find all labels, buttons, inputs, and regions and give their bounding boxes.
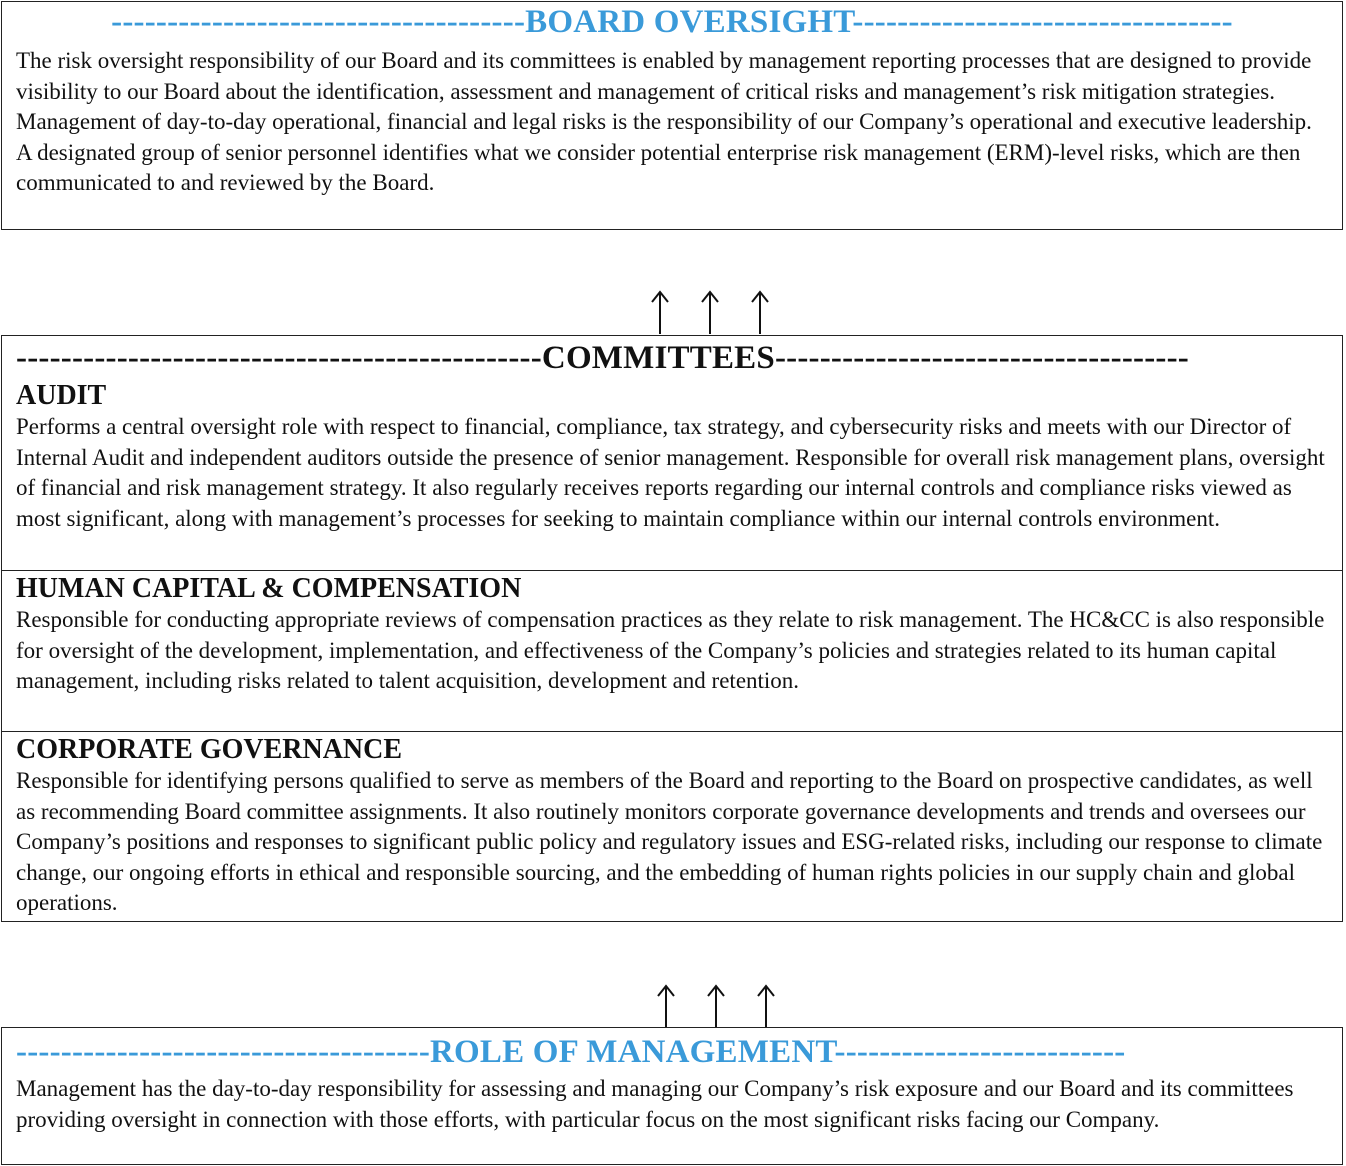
committee-heading: AUDIT bbox=[16, 380, 107, 411]
role-of-management-text: Management has the day-to-day responsibility for assessing and managing our Company’s risk exposure and our Board and its committees providing oversight in connection with those efforts, with particular focus on the most significant risks facing our Company. bbox=[16, 1076, 1294, 1132]
arrows-committees-to-board bbox=[649, 290, 771, 334]
arrow-up-icon bbox=[655, 984, 677, 1028]
title-dashes-left: ------------------------------------- bbox=[16, 1034, 431, 1070]
committee-text: Performs a central oversight role with respect to financial, compliance, tax strategy, and cybersecurity risks and meets with our Director of Internal Audit and independent auditors outside the presence of senior management. Responsible for overall risk management plans, oversight of financial and risk management strategy. It also regularly receives reports regarding our internal controls and compliance risks viewed as most significant, along with management’s processes for seeking to maintain compliance within our internal controls environment. bbox=[16, 414, 1325, 531]
arrows-management-to-committees bbox=[655, 984, 777, 1028]
committee-heading: CORPORATE GOVERNANCE bbox=[16, 734, 403, 765]
committees-heading: COMMITTEES bbox=[541, 340, 775, 376]
committee-heading: HUMAN CAPITAL & COMPENSATION bbox=[16, 573, 522, 604]
committee-section-audit bbox=[2, 378, 1342, 570]
committee-text: Responsible for conducting appropriate reviews of compensation practices as they relate to risk management. The HC&CC is also responsible for oversight of the development, implementation, and effectiveness of the Company’s policies and strategies related to its human capital management, including risks related to talent acquisition, development and retention. bbox=[16, 607, 1325, 694]
role-of-management-box bbox=[1, 1027, 1343, 1165]
title-dashes-right: ------------------------------------- bbox=[774, 340, 1189, 376]
title-dashes-right: ---------------------------------- bbox=[852, 4, 1233, 40]
committee-section-corporate-governance bbox=[2, 731, 1342, 919]
board-oversight-title bbox=[2, 2, 1342, 42]
arrow-up-icon bbox=[749, 290, 771, 334]
committee-text: Responsible for identifying persons qualified to serve as members of the Board and reporting to the Board on prospective candidates, as well as recommending Board committee assignments. It also routinely monitors corporate governance developments and trends and oversees our Company’s positions and responses to significant public policy and regulatory issues and ESG-related risks, including our response to climate change, our ongoing efforts in ethical and responsible sourcing, and the embedding of human rights policies in our supply chain and global operations. bbox=[16, 768, 1323, 916]
title-dashes-left: ----------------------------------------------- bbox=[16, 340, 542, 376]
arrow-up-icon bbox=[755, 984, 777, 1028]
committees-title bbox=[2, 336, 1342, 378]
arrow-up-icon bbox=[699, 290, 721, 334]
committees-box bbox=[1, 335, 1343, 922]
board-oversight-text: The risk oversight responsibility of our Board and its committees is enabled by management reporting processes that are designed to provide visibility to our Board about the identification, assessment and management of critical risks and management’s risk mitigation strategies. Management of day-to-day operational, financial and legal risks is the responsibility of our Company’s operational and executive leadership. A designated group of senior personnel identifies what we consider potential enterprise risk management (ERM)-level risks, which are then communicated to and reviewed by the Board. bbox=[16, 48, 1312, 196]
role-of-management-title bbox=[2, 1028, 1342, 1074]
arrow-up-icon bbox=[705, 984, 727, 1028]
role-of-management-heading: ROLE OF MANAGEMENT bbox=[430, 1034, 835, 1070]
title-dashes-right: -------------------------- bbox=[834, 1034, 1126, 1070]
board-oversight-box bbox=[1, 1, 1343, 230]
arrow-up-icon bbox=[649, 290, 671, 334]
committee-section-human-capital bbox=[2, 570, 1342, 731]
board-oversight-heading: BOARD OVERSIGHT bbox=[525, 4, 853, 40]
title-dashes-left: ------------------------------------- bbox=[111, 4, 526, 40]
